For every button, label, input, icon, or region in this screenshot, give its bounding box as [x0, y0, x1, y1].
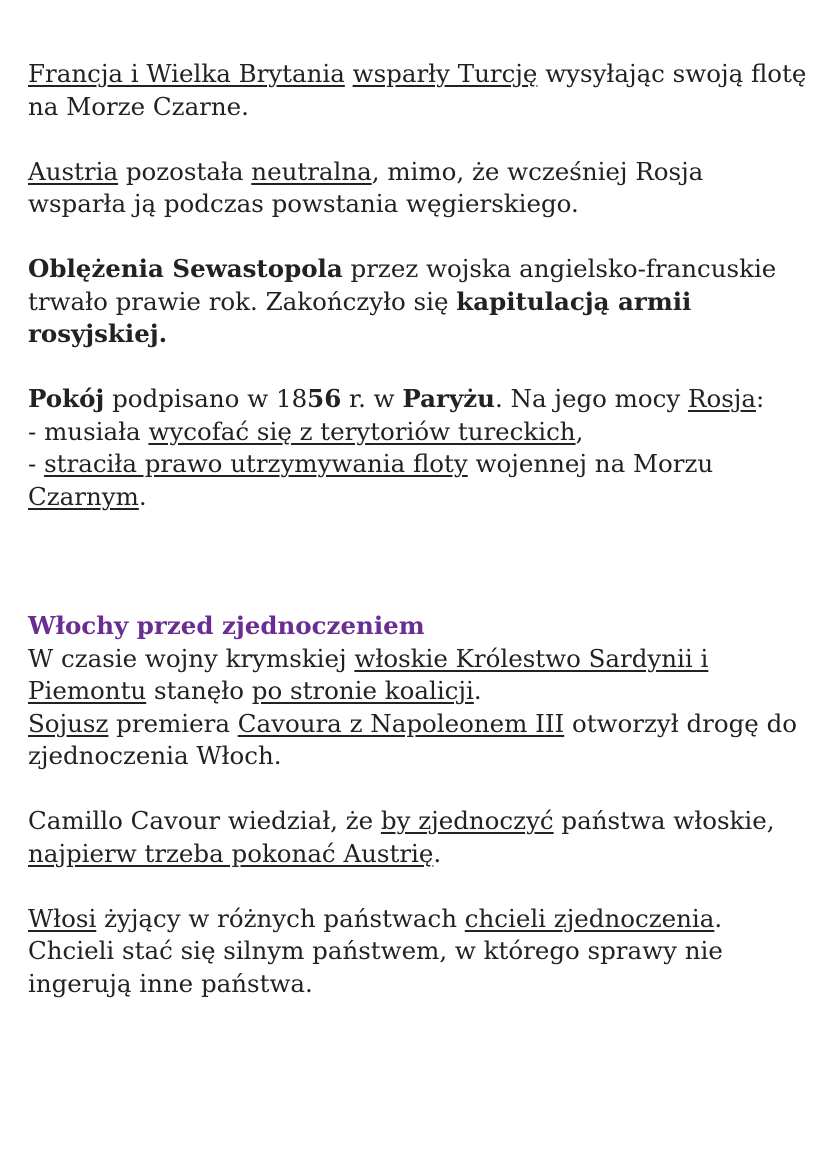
section-gap: [28, 513, 808, 610]
paragraph-alliance: Sojusz premiera Cavoura z Napoleonem III otworzył drogę do zjednoczenia Włoch.: [28, 708, 798, 770]
phrase-austria: Austria: [28, 156, 119, 186]
paragraph-sardinia: W czasie wojny krymskiej włoskie Królestwo Sardynii i Piemontu stanęło po stronie koalicji.: [28, 643, 709, 705]
paragraph-sevastopol: Oblężenia Sewastopola przez wojska angielsko-francuskie trwało prawie rok. Zakończyło się kapitulacją armii rosyjskiej.: [28, 254, 777, 348]
paragraph-gap: [28, 870, 808, 903]
phrase-neutral: neutralna: [251, 156, 372, 186]
phrase-kingdom-sardinia: włoskie Królestwo Sardynii i Piemontu: [28, 643, 709, 705]
paragraph-gap: [28, 773, 808, 806]
section-heading: Włochy przed zjednoczeniem: [28, 611, 425, 640]
paragraph-cavour: Camillo Cavour wiedział, że by zjednoczyć państwa włoskie, najpierw trzeba pokonać Austrię.: [28, 806, 775, 868]
phrase-peace: Pokój: [28, 384, 105, 413]
phrase-defeat-austria: najpierw trzeba pokonać Austrię: [28, 838, 434, 868]
paragraph-peace: Pokój podpisano w 1856 r. w Paryżu. Na jego mocy Rosja:: [28, 384, 765, 413]
paragraph-gap: [28, 351, 808, 384]
phrase-black-sea: Czarnym: [28, 481, 139, 511]
phrase-lost-fleet-right: straciła prawo utrzymywania floty: [44, 449, 468, 478]
phrase-capitulation: kapitulacją armii rosyjskiej.: [28, 286, 692, 348]
phrase-cavour-napoleon: Cavoura z Napoleonem III: [237, 708, 565, 738]
phrase-italians: Włosi: [28, 903, 97, 933]
paragraph-allies: Francja i Wielka Brytania wsparły Turcję wysyłając swoją flotę na Morze Czarne.: [28, 59, 807, 121]
list-item-withdraw: - musiała wycofać się z terytoriów tureckich,: [28, 416, 584, 446]
paragraph-austria: Austria pozostała neutralna, mimo, że wcześniej Rosja wsparła ją podczas powstania węgierskiego.: [28, 156, 704, 218]
phrase-siege-sevastopol: Oblężenia Sewastopola: [28, 254, 343, 283]
phrase-russia: Rosja: [688, 384, 756, 413]
phrase-paris: Paryżu: [402, 384, 495, 413]
paragraph-gap: [28, 123, 808, 156]
phrase-year-bold: 56: [307, 384, 342, 413]
paragraph-gap: [28, 221, 808, 254]
phrase-coalition-side: po stronie koalicji: [251, 676, 474, 705]
phrase-supported-turkey: wsparły Turcję: [352, 59, 538, 88]
phrase-france-britain: Francja i Wielka Brytania: [28, 59, 345, 88]
phrase-wanted-unification: chcieli zjednoczenia: [464, 903, 715, 933]
paragraph-italians: Włosi żyjący w różnych państwach chcieli zjednoczenia. Chcieli stać się silnym państwem, w którego sprawy nie ingerują inne państwa.: [28, 903, 723, 998]
phrase-alliance: Sojusz: [28, 708, 109, 738]
phrase-to-unify: by zjednoczyć: [380, 806, 554, 835]
document-page: [28, 58, 808, 1000]
phrase-withdraw-territories: wycofać się z terytoriów tureckich: [148, 416, 576, 446]
list-item-fleet: - straciła prawo utrzymywania floty wojennej na Morzu Czarnym.: [28, 449, 714, 511]
